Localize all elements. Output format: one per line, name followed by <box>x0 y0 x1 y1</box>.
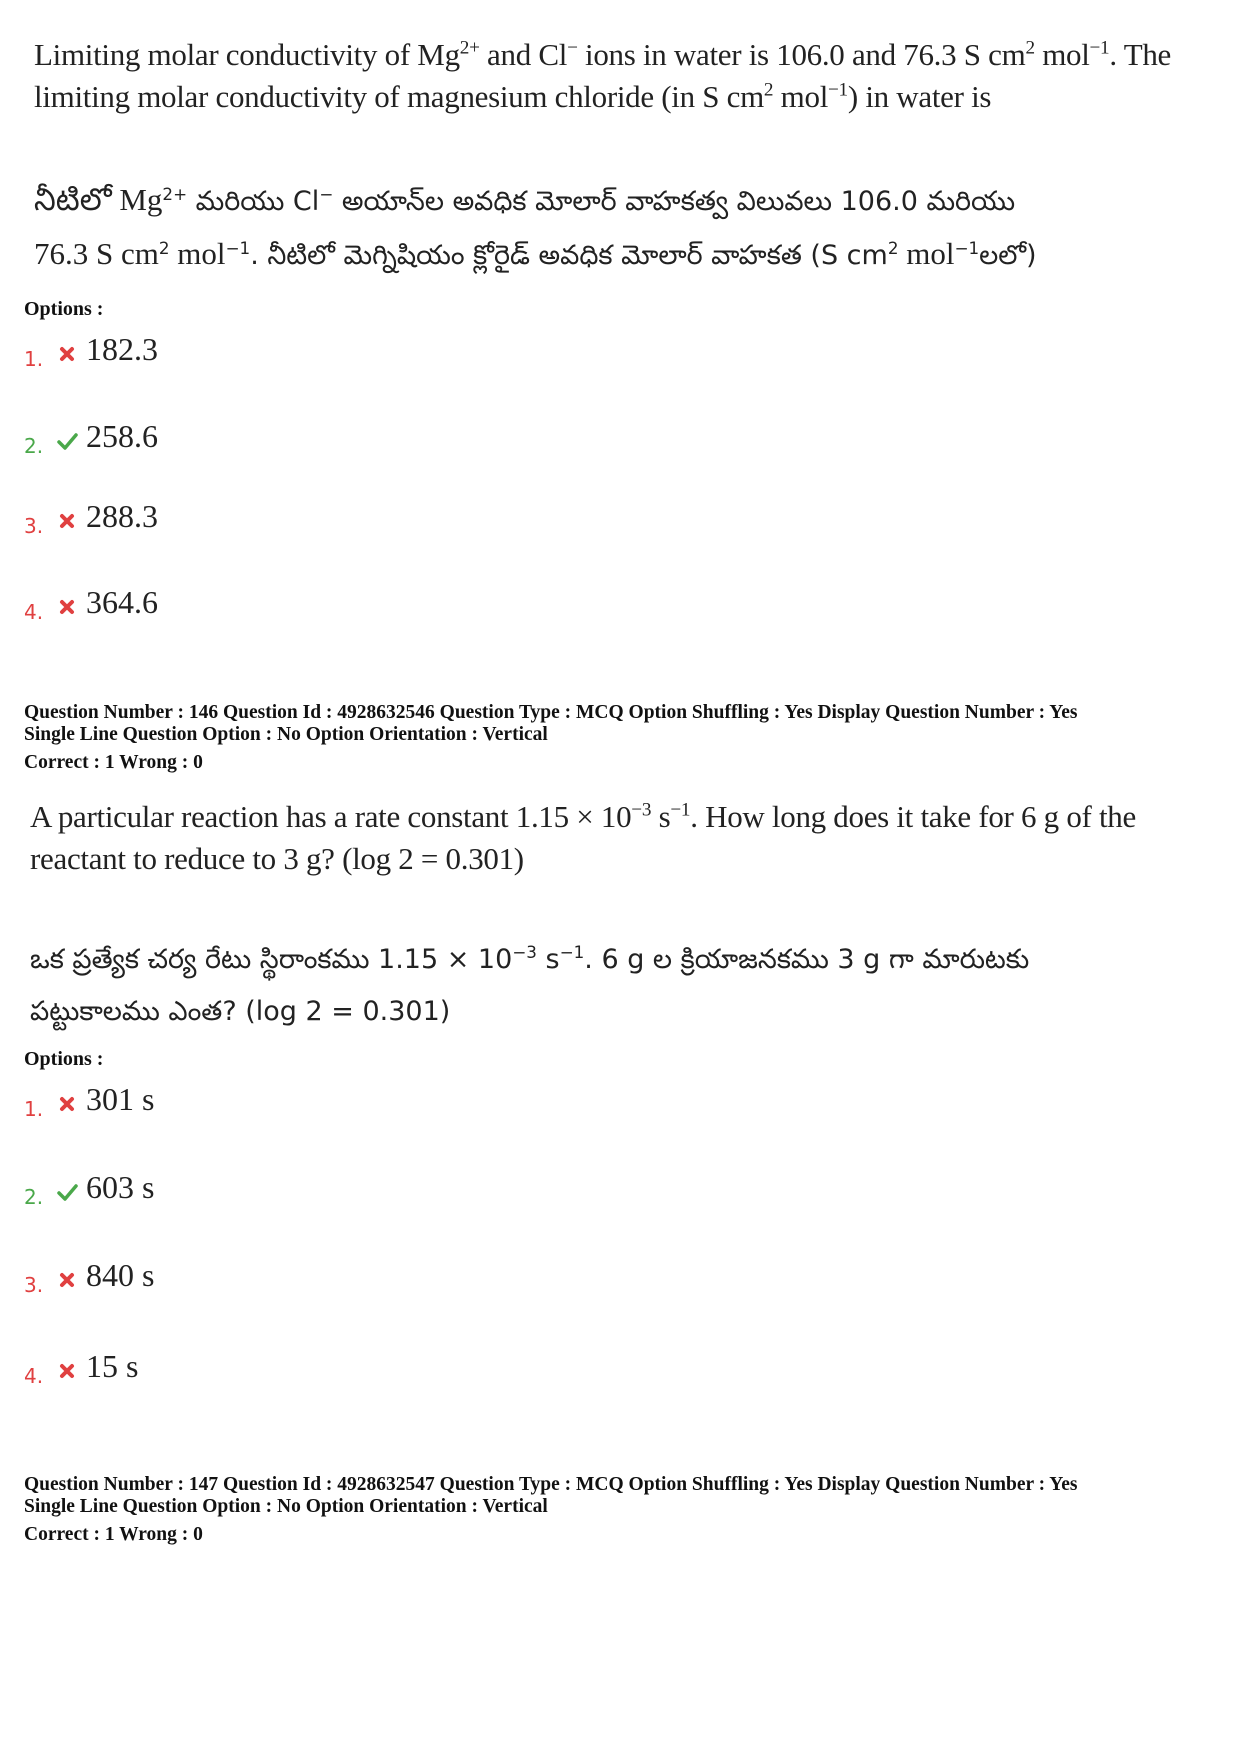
check-icon <box>56 1181 78 1203</box>
option-number: 2. <box>24 1185 44 1209</box>
q146-question-english <box>30 796 1230 880</box>
q147-meta-line2: Single Line Question Option : No Option Orientation : Vertical <box>24 1496 548 1517</box>
cross-icon <box>56 510 78 532</box>
option-value: 603 s <box>86 1169 155 1205</box>
q145-question-telugu <box>34 174 1234 282</box>
q145-telugu-line2: 76.3 S $cm^2$ mol$^{-1}$. నీటిలో మెగ్నిషియం క్లోరైడ్ అవధిక మోలార్ వాహకత (S $cm^2$ mol$^{-1}$లలో) <box>34 236 1037 271</box>
q146-options-label: Options : <box>24 1048 104 1070</box>
q147-meta <box>24 1474 1077 1546</box>
option-number: 1. <box>24 1097 44 1121</box>
q145-options-label: Options : <box>24 298 104 320</box>
q146-meta-line1: Question Number : 146 Question Id : 4928632546 Question Type : MCQ Option Shuffling : Yes Display Question Number : Yes <box>24 702 1078 723</box>
q146-telugu-line1: ఒక ప్రత్యేక చర్య రేటు స్థిరాంకము $1.15 \times 10^{-3}$ $s^{-1}$. 6 g ల క్రియాజనకము 3 g గా మారుటకు <box>30 942 1030 975</box>
q146-meta <box>24 702 1077 774</box>
option-number: 4. <box>24 600 44 624</box>
q147-marks: Correct : 1 Wrong : 0 <box>24 1524 203 1545</box>
option-number: 3. <box>24 1273 44 1297</box>
cross-icon <box>56 596 78 618</box>
option-value: 288.3 <box>86 498 158 534</box>
option-value: 258.6 <box>86 418 158 454</box>
cross-icon <box>56 1093 78 1115</box>
option-number: 1. <box>24 347 44 371</box>
q146-meta-line2: Single Line Question Option : No Option Orientation : Vertical <box>24 724 548 745</box>
q146-telugu-line2: పట్టుకాలము ఎంత? (log 2 = 0.301) <box>30 996 451 1027</box>
cross-icon <box>56 1269 78 1291</box>
option-value: 15 s <box>86 1348 139 1384</box>
q146-english-line1: A particular reaction has a rate constant $1.15 \times 10^{-3}$ $s^{-1}$. How long does it take for 6 g of the <box>30 799 1136 834</box>
check-icon <box>56 430 78 452</box>
option-number: 2. <box>24 434 44 458</box>
cross-icon <box>56 343 78 365</box>
q145-question-english <box>34 34 1224 118</box>
q145-english-line2: limiting molar conductivity of magnesium chloride (in S $cm^2$ mol$^{-1}$) in water is <box>34 79 992 114</box>
q145-english-line1: Limiting molar conductivity of $Mg^{2+}$ and Cl− ions in water is 106.0 and 76.3 S $cm^2$ mol$^{-1}$. The <box>34 37 1172 72</box>
cross-icon <box>56 1360 78 1382</box>
option-value: 182.3 <box>86 331 158 367</box>
option-value: 840 s <box>86 1257 155 1293</box>
q145-telugu-line1: నీటిలో $Mg^{2+}$ మరియు Cl− అయాన్‌ల అవధిక మోలార్ వాహకత్వ విలువలు 106.0 మరియు <box>34 182 1016 217</box>
q146-english-line2: reactant to reduce to 3 g? (log 2 = 0.301) <box>30 841 524 876</box>
q146-question-telugu <box>30 934 1230 1038</box>
option-number: 4. <box>24 1364 44 1388</box>
option-number: 3. <box>24 514 44 538</box>
q147-meta-line1: Question Number : 147 Question Id : 4928632547 Question Type : MCQ Option Shuffling : Yes Display Question Number : Yes <box>24 1474 1078 1495</box>
option-value: 301 s <box>86 1081 155 1117</box>
option-value: 364.6 <box>86 584 158 620</box>
q146-marks: Correct : 1 Wrong : 0 <box>24 752 203 773</box>
